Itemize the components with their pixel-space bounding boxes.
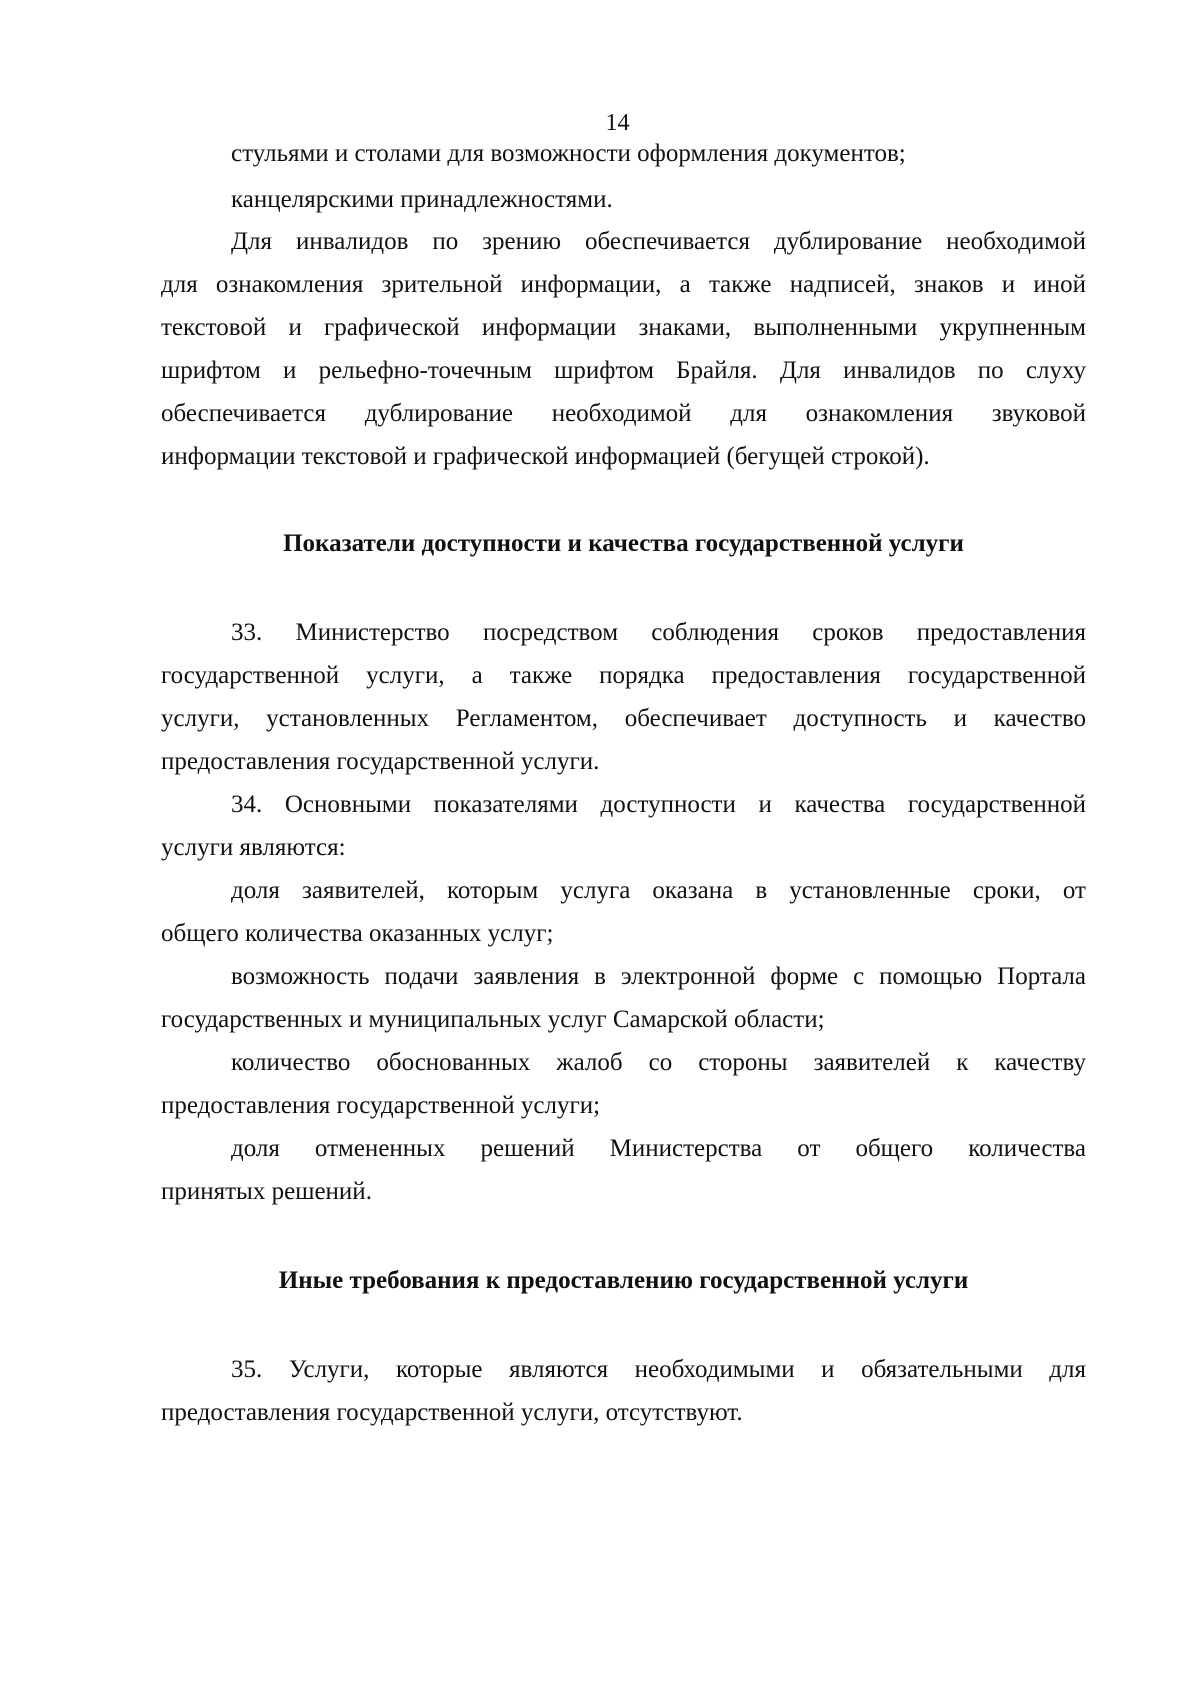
text-line: предоставления государственной услуги, отсутствуют. [161, 1399, 743, 1426]
section-heading: Показатели доступности и качества государственной услуги [283, 530, 964, 557]
list-item-line: доля отмененных решений Министерства от общего количества [231, 1135, 1086, 1162]
list-item-line: предоставления государственной услуги; [161, 1092, 601, 1119]
text-line: Для инвалидов по зрению обеспечивается дублирование необходимой [231, 228, 1086, 255]
text-line: 34. Основными показателями доступности и качества государственной [231, 791, 1086, 818]
text-line: государственной услуги, а также порядка предоставления государственной [161, 662, 1086, 689]
list-item-line: государственных и муниципальных услуг Самарской области; [161, 1006, 825, 1033]
text-line: услуги, установленных Регламентом, обеспечивает доступность и качество [161, 705, 1086, 732]
page-number: 14 [605, 110, 630, 136]
text-line: канцелярскими принадлежностями. [231, 186, 613, 213]
text-line: 35. Услуги, которые являются необходимыми и обязательными для [231, 1356, 1086, 1383]
text-line: информации текстовой и графической информацией (бегущей строкой). [161, 443, 930, 470]
section-heading: Иные требования к предоставлению государственной услуги [278, 1267, 969, 1294]
list-item-line: количество обоснованных жалоб со стороны заявителей к качеству [231, 1049, 1086, 1076]
list-item-line: общего количества оказанных услуг; [161, 920, 554, 947]
list-item-line: доля заявителей, которым услуга оказана в установленные сроки, от [231, 877, 1086, 904]
text-line: для ознакомления зрительной информации, а также надписей, знаков и иной [161, 271, 1086, 298]
text-line: обеспечивается дублирование необходимой для ознакомления звуковой [161, 400, 1086, 427]
text-line: шрифтом и рельефно-точечным шрифтом Брайля. Для инвалидов по слуху [161, 357, 1086, 384]
text-line: 33. Министерство посредством соблюдения сроков предоставления [231, 619, 1086, 646]
text-line: предоставления государственной услуги. [161, 748, 600, 775]
list-item-line: принятых решений. [161, 1178, 372, 1205]
text-line: текстовой и графической информации знаками, выполненными укрупненным [161, 314, 1086, 341]
text-line: стульями и столами для возможности оформления документов; [231, 140, 906, 167]
list-item-line: возможность подачи заявления в электронной форме с помощью Портала [231, 963, 1086, 990]
text-line: услуги являются: [161, 834, 346, 861]
